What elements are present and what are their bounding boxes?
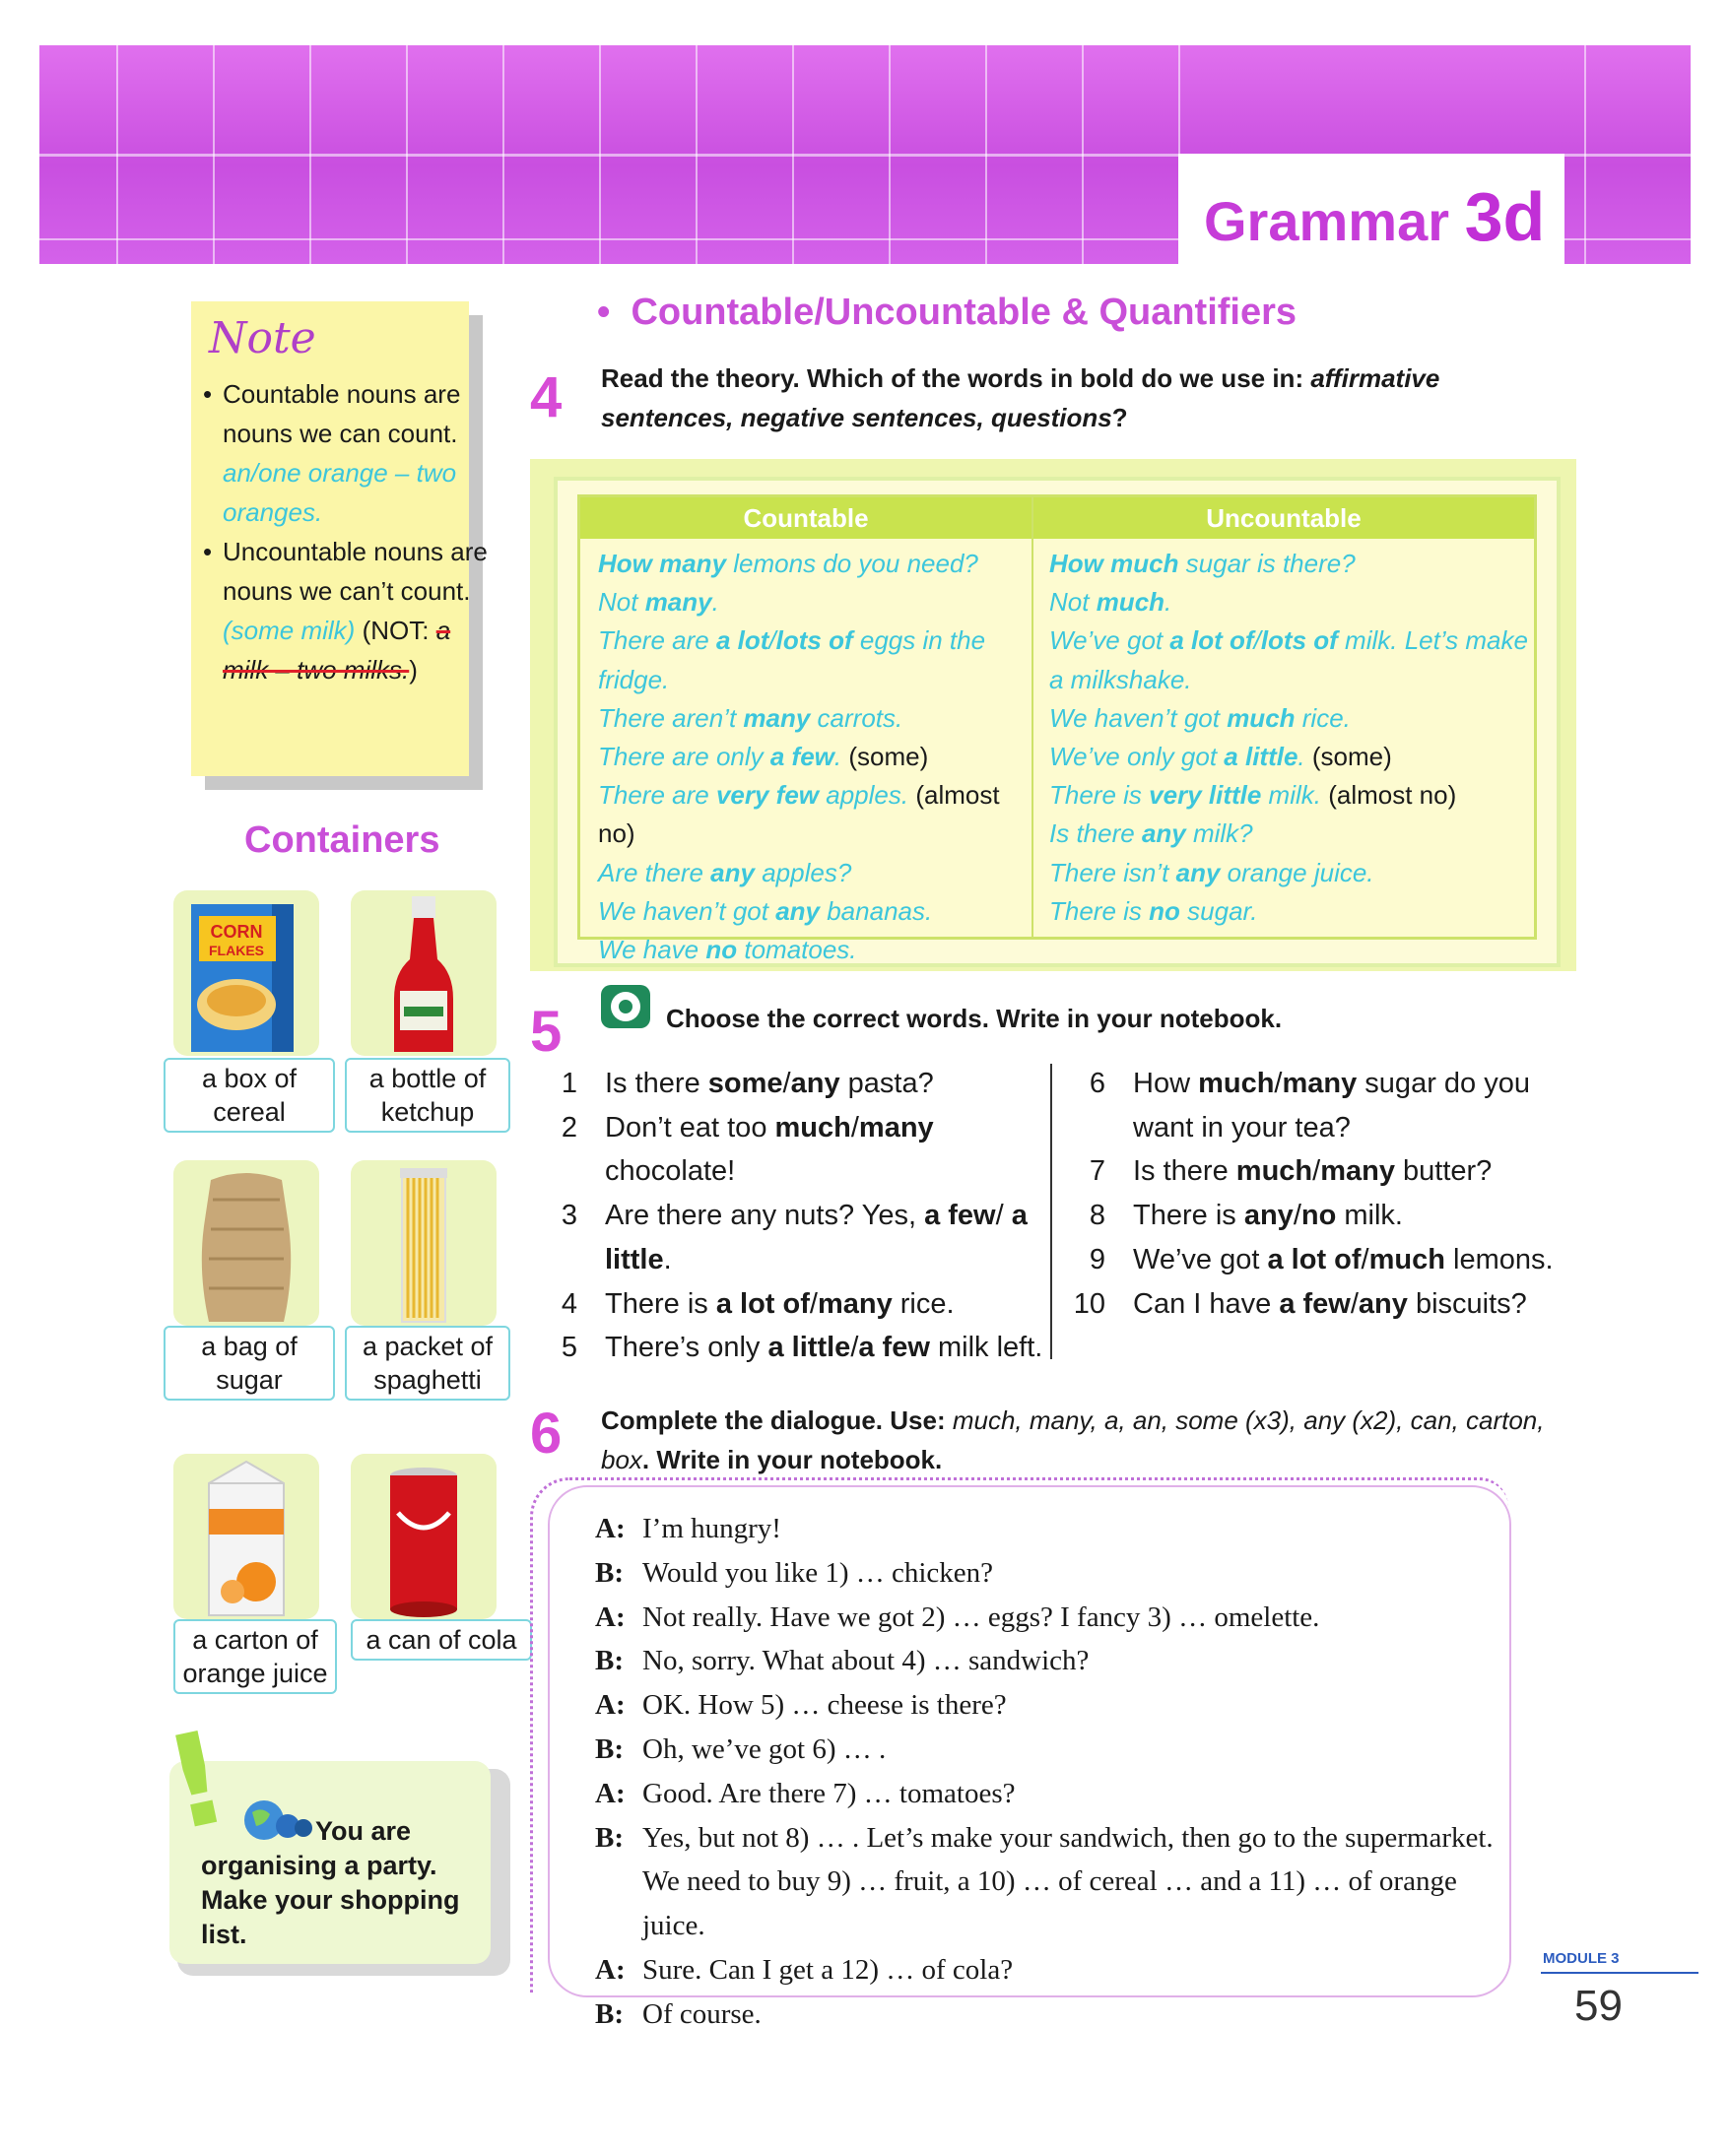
table-cell: We have no tomatoes. [598,935,857,965]
cola-can-image [351,1454,497,1619]
speaker-label: A: [595,1953,626,1986]
dialogue-text: Sure. Can I get a 12) … of cola? [642,1953,1014,1986]
speaker-label: A: [595,1513,626,1544]
container-label: a can of cola [351,1619,532,1661]
list-item: 7 Is there much/many butter? [1089,1155,1493,1188]
instruction-words: much, many, a, an, some (x3), any (x2), can, carton, box [601,1405,1545,1474]
list-item: 5 There’s only a little/a few milk left. [561,1332,1043,1364]
table-header-countable: Countable [580,497,1031,539]
dialogue-line [595,1551,1521,1596]
table-cell: There is very little milk. (almost no) [1049,780,1457,811]
containers-title: Containers [244,819,440,861]
dialogue-line [595,1728,1521,1772]
table-cell: We haven’t got any bananas. [598,895,933,926]
dialogue-text: Of course. [642,1997,762,2030]
list-item: 3 Are there any nuts? Yes, a few/ a little. [561,1200,1028,1275]
speaker-label: B: [595,1556,624,1589]
section-title-text: Countable/Uncountable & Quantifiers [631,292,1298,333]
dialogue-line [595,1507,1521,1551]
table-cell: Is there any milk? [1049,818,1253,849]
dialogue-text: Not really. Have we got 2) … eggs? I fancy 3) … omelette. [642,1601,1320,1633]
instruction-italic: affirmative sentences, negative sentences, questions [601,363,1440,432]
dialogue-text: I’m hungry! [642,1513,781,1544]
table-cell: We’ve only got a little. (some) [1049,742,1392,772]
table-cell: Are there any apples? [598,857,852,887]
exercise-5-list-left [552,1062,1048,1370]
dialogue-line [595,1948,1521,1993]
instruction-text: Complete the dialogue. Use: [601,1405,953,1435]
container-label: a bottle of ketchup [345,1058,510,1133]
exclamation-icon: ! [152,1701,241,1861]
container-label: a packet of spaghetti [345,1326,510,1401]
sugar-bag-image [173,1160,319,1326]
table-cell: How many lemons do you need? [598,549,978,578]
cereal-box-image [173,890,319,1056]
note-not-prefix: (NOT: [362,616,430,645]
note-item-text: Countable nouns are nouns we can count. [223,379,461,448]
svg-text:FLAKES: FLAKES [209,943,264,958]
note-not-struck: a milk – two milks. [223,616,451,685]
ketchup-bottle-image [351,890,497,1056]
exercise-4-instruction [601,359,1566,437]
note-item-uncountable: • Uncountable nouns are nouns we can’t count. (some milk) (NOT: a milk – two milks.) [203,537,488,685]
list-item: 4 There is a lot of/many rice. [561,1287,955,1320]
dialogue-line [595,1816,1521,1948]
exercise-5-instruction: Choose the correct words. Write in your notebook. [666,1004,1283,1033]
exercise-number: 5 [530,1000,563,1064]
dialogue-line [595,1772,1521,1816]
page-title-box [1178,154,1564,274]
page-title-label: Grammar [1204,190,1450,252]
quantifiers-table [577,494,1537,965]
party-text-line1: You are [315,1816,412,1846]
list-item: 8 There is any/no milk. [1089,1200,1403,1232]
list-item: 6 How much/many sugar do you want in your tea? [1089,1068,1530,1143]
module-label: MODULE 3 [1543,1950,1620,1967]
table-divider [1031,497,1033,937]
list-item: 9 We’ve got a lot of/much lemons. [1089,1243,1554,1275]
list-item: 2 Don’t eat too much/many chocolate! [561,1111,934,1188]
speaker-label: B: [595,1821,624,1854]
list-item: 1 Is there some/any pasta? [561,1068,934,1099]
speaker-label: B: [595,1732,624,1765]
dialogue-line [595,1993,1521,2037]
note-title: Note [209,313,316,363]
cd-icon [599,983,652,1037]
table-cell: There are very few apples. (almost no) [598,780,1000,849]
page-number: 59 [1574,1982,1623,2030]
table-header-uncountable: Uncountable [1033,497,1534,539]
instruction-suffix: . Write in your notebook. [641,1445,943,1474]
dialogue [595,1507,1521,2037]
column-divider [1050,1064,1052,1359]
dialogue-text: Good. Are there 7) … tomatoes? [642,1777,1016,1809]
table-cell: How much sugar is there? [1049,549,1356,578]
dialogue-text: Would you like 1) … chicken? [642,1556,994,1589]
table-column-uncountable [1049,545,1532,931]
table-cell: There are a lot/lots of eggs in the fridge. [598,625,986,694]
note-not-suffix: ) [409,655,418,685]
page-title [1204,177,1545,256]
exercise-number: 4 [530,365,563,429]
speaker-label: B: [595,1645,624,1677]
table-column-countable [598,545,1031,969]
note-item-example: an/one orange – two oranges. [223,458,457,527]
exercise-number: 6 [530,1402,563,1466]
table-cell: There aren’t many carrots. [598,702,903,733]
note-list [203,374,489,689]
instruction-text: Read the theory. Which of the words in bold do we use in: [601,363,1311,393]
juice-carton-image [173,1454,319,1619]
page-title-code: 3d [1464,178,1546,255]
dialogue-line [595,1639,1521,1683]
table-cell: Not much. [1049,587,1172,618]
svg-text:CORN: CORN [210,922,263,942]
dialogue-text: No, sorry. What about 4) … sandwich? [642,1645,1090,1677]
dialogue-line [595,1596,1521,1640]
spaghetti-packet-image [351,1160,497,1326]
speaker-label: B: [595,1997,624,2030]
note-item-example: (some milk) [223,616,356,645]
dialogue-line [595,1683,1521,1728]
party-text-rest: organising a party. Make your shopping list. [201,1851,460,1949]
table-cell: We haven’t got much rice. [1049,702,1351,733]
speaker-label: A: [595,1689,626,1722]
list-item: 10 Can I have a few/any biscuits? [1073,1287,1527,1320]
module-underline [1541,1972,1698,1974]
dialogue-text: Yes, but not 8) … . Let’s make your sandwich, then go to the supermarket. We need to buy 9) … fruit, a 10) … of cereal … and a 11) … of orange juice. [642,1821,1494,1942]
table-cell: There isn’t any orange juice. [1049,857,1374,887]
party-task-text [201,1814,497,1952]
instruction-suffix: ? [1111,403,1128,432]
exercise-6-instruction [601,1401,1586,1479]
table-cell: There is no sugar. [1049,895,1258,926]
exercise-5-list-right [1073,1062,1592,1326]
speaker-label: A: [595,1601,626,1633]
note-item-text: Uncountable nouns are nouns we can’t count. [223,537,488,606]
table-cell: We’ve got a lot of/lots of milk. Let’s make a milkshake. [1049,625,1528,694]
container-label: a bag of sugar [164,1326,335,1401]
container-label: a carton of orange juice [173,1619,337,1694]
note-item-countable: • Countable nouns are nouns we can count. an/one orange – two oranges. [203,379,461,527]
table-cell: There are only a few. (some) [598,742,929,772]
section-title: • Countable/Uncountable & Quantifiers [597,292,1298,333]
dialogue-text: OK. How 5) … cheese is there? [642,1689,1007,1722]
container-label: a box of cereal [164,1058,335,1133]
speaker-label: A: [595,1777,626,1809]
table-cell: Not many. [598,587,719,618]
dialogue-text: Oh, we’ve got 6) … . [642,1732,887,1765]
